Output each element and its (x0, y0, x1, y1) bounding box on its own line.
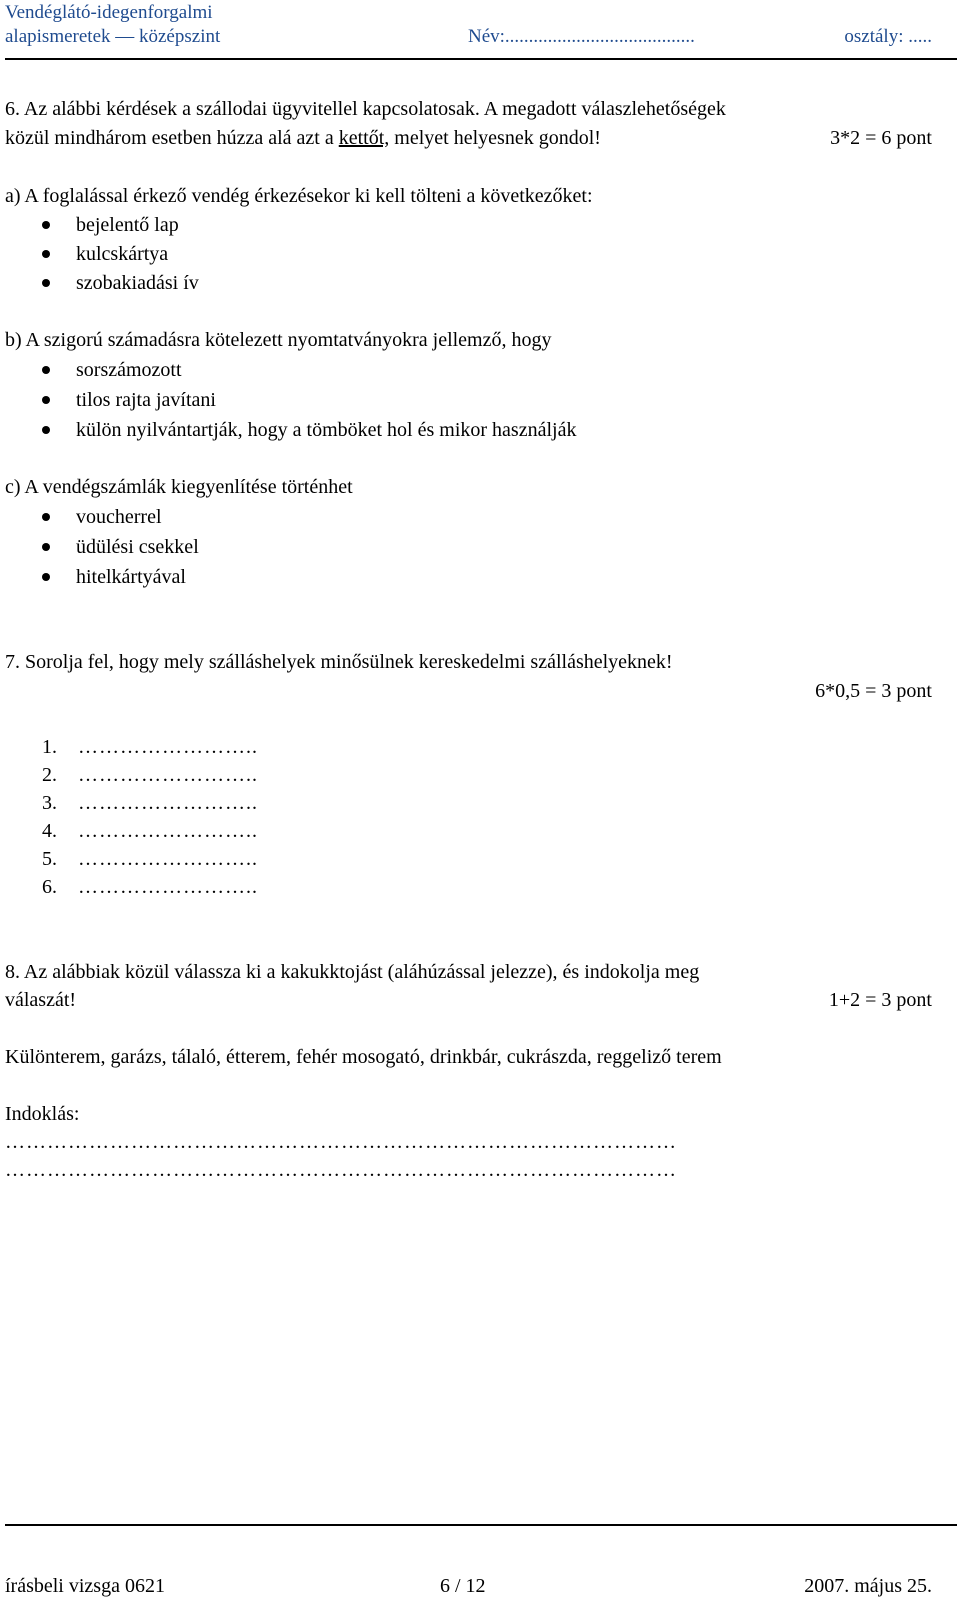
q7-item-4-number: 4. (42, 820, 57, 842)
q7-item-2-blank[interactable]: …………………….. (78, 764, 258, 786)
q6a-option-2[interactable] (42, 242, 168, 266)
q6-intro-text-end: melyet helyesnek gondol! (389, 127, 601, 149)
q8-question-line1: 8. Az alábbiak közül válassza ki a kakukktojást (aláhúzással jelezze), és indokolja meg (5, 961, 700, 983)
q7-item-2-number: 2. (42, 764, 57, 786)
bullet-icon (42, 573, 50, 581)
footer-page-number: 6 / 12 (440, 1575, 486, 1597)
subject-line-2: alapismeretek — középszint (5, 26, 221, 47)
header-rule (5, 58, 957, 60)
q8-reason-line2[interactable]: …………………………………………………………………………………… (5, 1159, 677, 1181)
q7-item-4-blank[interactable]: …………………….. (78, 820, 258, 842)
q7-points: 6*0,5 = 3 pont (815, 680, 932, 702)
bullet-icon (42, 221, 50, 229)
q8-points: 1+2 = 3 pont (828, 989, 932, 1011)
option-label: üdülési csekkel (76, 536, 199, 558)
option-label: szobakiadási ív (76, 272, 199, 294)
q6a-question: a) A foglalással érkező vendég érkezésekor ki kell tölteni a következőket: (5, 185, 593, 207)
option-label: hitelkártyával (76, 566, 186, 588)
option-label: voucherrel (76, 506, 162, 528)
q7-item-5-number: 5. (42, 848, 57, 870)
q7-item-1-number: 1. (42, 736, 57, 758)
q6a-option-3[interactable] (42, 271, 199, 295)
bullet-icon (42, 250, 50, 258)
bullet-icon (42, 396, 50, 404)
class-label: osztály: ..... (844, 26, 932, 47)
q8-reason-label: Indoklás: (5, 1103, 80, 1125)
option-label: tilos rajta javítani (76, 389, 216, 411)
q8-question-line2: válaszát! (5, 989, 77, 1011)
q8-reason-line1[interactable]: …………………………………………………………………………………… (5, 1131, 677, 1153)
option-label: külön nyilvántartják, hogy a tömböket hol és mikor használják (76, 419, 577, 441)
q6b-option-1[interactable] (42, 358, 182, 382)
option-label: sorszámozott (76, 359, 182, 381)
q6c-option-1[interactable] (42, 505, 162, 529)
q7-item-1-blank[interactable]: …………………….. (78, 736, 258, 758)
q6-intro-line2 (5, 126, 601, 150)
q6c-option-2[interactable] (42, 535, 199, 559)
q7-item-3-number: 3. (42, 792, 57, 814)
q7-item-3-blank[interactable]: …………………….. (78, 792, 258, 814)
footer-rule (5, 1524, 957, 1526)
q6b-question: b) A szigorú számadásra kötelezett nyomtatványokra jellemző, hogy (5, 329, 552, 351)
name-label: Név:........................................ (468, 26, 695, 47)
bullet-icon (42, 426, 50, 434)
bullet-icon (42, 513, 50, 521)
q8-options[interactable]: Különterem, garázs, tálaló, étterem, fehér mosogató, drinkbár, cukrászda, reggeliző terem (5, 1046, 722, 1068)
q7-question: 7. Sorolja fel, hogy mely szálláshelyek minősülnek kereskedelmi szálláshelyeknek! (5, 651, 673, 673)
q6-intro-line1: 6. Az alábbi kérdések a szállodai ügyvitellel kapcsolatosak. A megadott válaszlehetőségek (5, 98, 726, 120)
q7-item-6-blank[interactable]: …………………….. (78, 876, 258, 898)
q6a-option-1[interactable] (42, 213, 179, 237)
q6b-option-3[interactable] (42, 418, 576, 442)
footer-exam-code: írásbeli vizsga 0621 (5, 1575, 165, 1597)
q7-item-6-number: 6. (42, 876, 57, 898)
q6-intro-text: közül mindhárom esetben húzza alá azt a (5, 127, 339, 149)
q6b-option-2[interactable] (42, 388, 216, 412)
q6c-option-3[interactable] (42, 565, 186, 589)
q6-intro-underlined: kettőt, (338, 127, 390, 149)
bullet-icon (42, 543, 50, 551)
q6c-question: c) A vendégszámlák kiegyenlítése történhet (5, 476, 353, 498)
option-label: kulcskártya (76, 243, 169, 265)
bullet-icon (42, 366, 50, 374)
q6-points: 3*2 = 6 pont (830, 127, 932, 149)
q7-item-5-blank[interactable]: …………………….. (78, 848, 258, 870)
footer-date: 2007. május 25. (804, 1575, 932, 1597)
subject-line-1: Vendéglátó-idegenforgalmi (5, 2, 213, 23)
bullet-icon (42, 279, 50, 287)
option-label: bejelentő lap (76, 214, 179, 236)
